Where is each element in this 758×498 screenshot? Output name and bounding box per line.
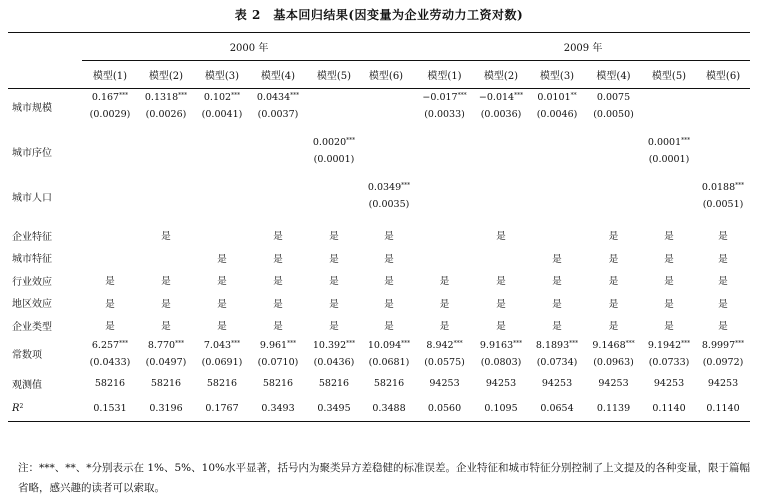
coef-cell bbox=[194, 89, 250, 107]
indicator-cell: 是 bbox=[664, 253, 674, 265]
constant-coef-row bbox=[8, 337, 750, 354]
obs-cell: 94253 bbox=[485, 377, 517, 389]
se-cell: (0.0734) bbox=[536, 356, 578, 368]
se-cell bbox=[250, 151, 306, 168]
row-label: 城市规模 bbox=[8, 89, 82, 124]
row-label: 企业类型 bbox=[12, 321, 52, 333]
significance-stars: *** bbox=[681, 339, 691, 347]
r2-cell: 0.1140 bbox=[696, 396, 750, 422]
model-header: 模型(3) bbox=[194, 61, 250, 89]
indicator-cell: 是 bbox=[496, 231, 506, 243]
indicator-cell: 是 bbox=[608, 298, 619, 310]
r-squared-label: R bbox=[12, 402, 20, 414]
indicator-cell: 是 bbox=[496, 321, 506, 333]
coef-value: 8.770 bbox=[147, 339, 176, 351]
corner-cell bbox=[8, 61, 82, 89]
coef-cell bbox=[194, 179, 250, 196]
row-label bbox=[8, 396, 82, 422]
indicator-cell bbox=[194, 224, 250, 247]
indicator-cell: 是 bbox=[329, 298, 339, 310]
indicator-cell: 是 bbox=[105, 298, 115, 310]
indicator-cell bbox=[82, 224, 138, 247]
indicator-cell: 是 bbox=[161, 231, 171, 243]
coef-cell bbox=[138, 134, 194, 151]
se-cell: (0.0433) bbox=[89, 356, 131, 368]
indicator-cell: 是 bbox=[384, 253, 394, 265]
coef-cell bbox=[642, 179, 696, 196]
indicator-cell: 是 bbox=[217, 298, 227, 310]
year-header-row bbox=[8, 33, 750, 61]
year-header: 2000 年 bbox=[82, 33, 416, 61]
indicator-cell bbox=[138, 247, 194, 270]
significance-stars: *** bbox=[513, 339, 523, 347]
significance-stars: *** bbox=[287, 339, 297, 347]
model-header: 模型(6) bbox=[696, 61, 750, 89]
indicator-cell bbox=[529, 224, 585, 247]
model-header: 模型(4) bbox=[250, 61, 306, 89]
r-squared-superscript: 2 bbox=[19, 402, 24, 410]
model-header: 模型(6) bbox=[362, 61, 416, 89]
indicator-cell: 是 bbox=[273, 298, 283, 310]
indicator-cell: 是 bbox=[552, 298, 562, 310]
se-cell bbox=[194, 196, 250, 213]
model-header: 模型(5) bbox=[642, 61, 696, 89]
r2-cell: 0.1140 bbox=[642, 396, 696, 422]
indicator-cell bbox=[416, 247, 473, 270]
coef-cell bbox=[473, 89, 529, 107]
significance-stars: *** bbox=[175, 339, 185, 347]
coef-cell bbox=[642, 337, 696, 354]
coef-value: 0.0101 bbox=[537, 92, 571, 103]
coef-cell bbox=[82, 337, 138, 354]
model-header: 模型(2) bbox=[138, 61, 194, 89]
indicator-cell: 是 bbox=[384, 231, 394, 243]
indicator-cell: 是 bbox=[608, 321, 619, 333]
spacer-row bbox=[8, 213, 750, 224]
se-cell bbox=[250, 196, 306, 213]
indicator-cell: 是 bbox=[552, 321, 562, 333]
significance-stars: *** bbox=[231, 92, 241, 99]
se-cell bbox=[416, 151, 473, 168]
coef-cell bbox=[362, 134, 416, 151]
significance-stars: *** bbox=[453, 339, 463, 347]
city_scale-se-row bbox=[8, 106, 750, 123]
indicator-cell: 是 bbox=[329, 231, 339, 243]
coef-cell bbox=[306, 179, 362, 196]
model-header: 模型(5) bbox=[306, 61, 362, 89]
se-cell: (0.0046) bbox=[536, 109, 578, 120]
coef-cell bbox=[529, 89, 585, 107]
indicator-cell bbox=[82, 247, 138, 270]
observations-row bbox=[8, 371, 750, 396]
model-header-row bbox=[8, 61, 750, 89]
coef-value: 0.0001 bbox=[647, 137, 682, 148]
coef-cell bbox=[416, 134, 473, 151]
coef-value: 6.257 bbox=[91, 339, 120, 351]
coef-cell bbox=[138, 179, 194, 196]
indicator-cell: 是 bbox=[161, 276, 171, 288]
se-cell bbox=[416, 196, 473, 213]
indicator-cell: 是 bbox=[664, 321, 674, 333]
se-cell: (0.0035) bbox=[368, 199, 410, 210]
coef-cell bbox=[642, 89, 696, 107]
se-cell: (0.0050) bbox=[593, 109, 634, 120]
spacer-row bbox=[8, 168, 750, 179]
r2-cell: 0.0654 bbox=[529, 396, 585, 422]
year-header: 2009 年 bbox=[416, 33, 750, 61]
significance-stars: *** bbox=[735, 339, 745, 347]
se-cell: (0.0033) bbox=[424, 109, 465, 120]
significance-stars: *** bbox=[346, 137, 356, 144]
coef-value: 0.0188 bbox=[701, 182, 736, 193]
indicator-cell: 是 bbox=[217, 276, 227, 288]
coef-cell bbox=[529, 134, 585, 151]
se-cell: (0.0037) bbox=[257, 109, 299, 120]
coef-cell bbox=[416, 337, 473, 354]
row-label: 城市序位 bbox=[12, 147, 52, 159]
spacer-cell bbox=[8, 168, 750, 179]
model-header: 模型(2) bbox=[473, 61, 529, 89]
row-label: 城市人口 bbox=[12, 192, 52, 204]
indicator-cell: 是 bbox=[329, 321, 339, 333]
spacer-cell bbox=[8, 123, 750, 134]
se-cell: (0.0963) bbox=[593, 356, 634, 368]
indicator-cell: 是 bbox=[273, 253, 283, 265]
obs-cell: 94253 bbox=[429, 377, 460, 389]
indicator-cell bbox=[416, 224, 473, 247]
obs-cell: 94253 bbox=[541, 377, 573, 389]
se-cell bbox=[585, 196, 642, 213]
city_scale-coef-row bbox=[8, 89, 750, 107]
obs-cell: 58216 bbox=[206, 377, 238, 389]
indicator-cell: 是 bbox=[329, 276, 339, 288]
city_pop-coef-row bbox=[8, 179, 750, 196]
regression-table bbox=[8, 32, 750, 422]
indicator-cell: 是 bbox=[439, 298, 450, 310]
se-cell: (0.0681) bbox=[368, 356, 410, 368]
coef-value: 9.961 bbox=[259, 339, 288, 351]
r2-cell: 0.1139 bbox=[585, 396, 642, 422]
coef-cell bbox=[416, 89, 473, 107]
coef-value: 9.9163 bbox=[479, 339, 514, 351]
row-label: 城市特征 bbox=[12, 254, 52, 266]
indicator-cell: 是 bbox=[552, 276, 562, 288]
indicator-cell: 是 bbox=[105, 276, 115, 288]
indicator-cell: 是 bbox=[384, 321, 394, 333]
coef-value: 0.0075 bbox=[596, 92, 631, 103]
coef-cell bbox=[416, 179, 473, 196]
se-cell: (0.0733) bbox=[648, 356, 690, 368]
coef-cell bbox=[194, 337, 250, 354]
se-cell bbox=[82, 151, 138, 168]
indicator-row bbox=[8, 224, 750, 247]
r2-cell: 0.3495 bbox=[306, 396, 362, 422]
r2-cell: 0.1531 bbox=[82, 396, 138, 422]
significance-stars: *** bbox=[457, 92, 467, 99]
r2-cell: 0.3196 bbox=[138, 396, 194, 422]
coef-cell bbox=[696, 134, 750, 151]
model-header: 模型(3) bbox=[529, 61, 585, 89]
se-cell: (0.0041) bbox=[201, 109, 243, 120]
se-cell bbox=[529, 196, 585, 213]
coef-value: 9.1942 bbox=[647, 339, 682, 351]
obs-cell: 58216 bbox=[150, 377, 182, 389]
significance-stars: ** bbox=[570, 92, 577, 99]
se-cell: (0.0691) bbox=[201, 356, 243, 368]
se-cell bbox=[82, 196, 138, 213]
row-label: 地区效应 bbox=[12, 299, 52, 311]
significance-stars: *** bbox=[735, 182, 745, 189]
obs-cell: 94253 bbox=[707, 377, 739, 389]
spacer-cell bbox=[8, 213, 750, 224]
coef-cell bbox=[529, 337, 585, 354]
se-cell bbox=[696, 151, 750, 168]
indicator-cell bbox=[473, 247, 529, 270]
significance-stars: *** bbox=[625, 339, 635, 347]
indicator-cell: 是 bbox=[439, 321, 450, 333]
se-cell: (0.0497) bbox=[145, 356, 187, 368]
indicator-cell: 是 bbox=[161, 321, 171, 333]
row-label: 行业效应 bbox=[12, 276, 52, 288]
significance-stars: *** bbox=[569, 339, 579, 347]
indicator-cell: 是 bbox=[664, 231, 674, 243]
se-cell: (0.0803) bbox=[480, 356, 522, 368]
se-cell: (0.0036) bbox=[480, 109, 522, 120]
se-cell bbox=[194, 151, 250, 168]
coef-value: 10.392 bbox=[312, 339, 347, 351]
significance-stars: *** bbox=[178, 92, 188, 99]
r2-cell: 0.1767 bbox=[194, 396, 250, 422]
se-cell bbox=[642, 106, 696, 123]
se-cell: (0.0026) bbox=[145, 109, 187, 120]
se-cell bbox=[138, 151, 194, 168]
se-cell: (0.0029) bbox=[89, 109, 131, 120]
significance-stars: *** bbox=[681, 137, 691, 144]
indicator-cell: 是 bbox=[496, 298, 506, 310]
coef-cell bbox=[306, 337, 362, 354]
coef-value: 0.0020 bbox=[312, 137, 347, 148]
obs-cell: 58216 bbox=[373, 377, 405, 389]
obs-cell: 58216 bbox=[94, 377, 126, 389]
indicator-row bbox=[8, 314, 750, 337]
coef-cell bbox=[585, 134, 642, 151]
indicator-cell: 是 bbox=[273, 276, 283, 288]
spacer-row bbox=[8, 123, 750, 134]
se-cell: (0.0051) bbox=[702, 199, 744, 210]
city_pop-se-row bbox=[8, 196, 750, 213]
indicator-cell: 是 bbox=[718, 253, 728, 265]
model-header: 模型(1) bbox=[82, 61, 138, 89]
significance-stars: *** bbox=[119, 92, 129, 99]
coef-value: 0.167 bbox=[91, 92, 120, 103]
significance-stars: *** bbox=[401, 339, 411, 347]
coef-cell bbox=[194, 134, 250, 151]
model-header: 模型(4) bbox=[585, 61, 642, 89]
indicator-cell: 是 bbox=[608, 276, 619, 288]
r2-cell: 0.3488 bbox=[362, 396, 416, 422]
indicator-row bbox=[8, 269, 750, 292]
significance-stars: *** bbox=[401, 182, 411, 189]
coef-cell bbox=[473, 134, 529, 151]
se-cell bbox=[473, 196, 529, 213]
coef-value: 8.942 bbox=[426, 339, 454, 351]
coef-value: 7.043 bbox=[203, 339, 232, 351]
coef-value: 9.1468 bbox=[592, 339, 626, 351]
se-cell: (0.0575) bbox=[424, 356, 465, 368]
indicator-cell: 是 bbox=[384, 276, 394, 288]
coef-value: 8.9997 bbox=[701, 339, 736, 351]
coef-value: −0.014 bbox=[478, 92, 515, 103]
obs-cell: 58216 bbox=[318, 377, 350, 389]
coef-cell bbox=[250, 89, 306, 107]
coef-cell bbox=[362, 89, 416, 107]
se-cell: (0.0001) bbox=[313, 154, 355, 165]
table-title: 表 2 基本回归结果(因变量为企业劳动力工资对数) bbox=[234, 8, 524, 22]
coef-value: 0.1318 bbox=[144, 92, 179, 103]
obs-cell: 94253 bbox=[598, 377, 629, 389]
se-cell bbox=[138, 196, 194, 213]
coef-value: 0.0434 bbox=[256, 92, 291, 103]
indicator-cell: 是 bbox=[718, 321, 728, 333]
coef-cell bbox=[696, 89, 750, 107]
coef-cell bbox=[82, 134, 138, 151]
indicator-cell: 是 bbox=[329, 253, 339, 265]
coef-value: 0.0349 bbox=[367, 182, 402, 193]
indicator-cell: 是 bbox=[105, 321, 115, 333]
coef-cell bbox=[138, 337, 194, 354]
coef-cell bbox=[250, 179, 306, 196]
indicator-cell: 是 bbox=[273, 231, 283, 243]
se-cell bbox=[362, 151, 416, 168]
constant-se-row bbox=[8, 354, 750, 371]
indicator-cell: 是 bbox=[273, 321, 283, 333]
row-label: 常数项 bbox=[12, 350, 42, 361]
indicator-cell: 是 bbox=[384, 298, 394, 310]
se-cell bbox=[473, 151, 529, 168]
row-label: 观测值 bbox=[12, 379, 42, 391]
indicator-cell: 是 bbox=[217, 253, 227, 265]
indicator-row bbox=[8, 247, 750, 270]
r-squared-row bbox=[8, 396, 750, 422]
coef-cell bbox=[585, 179, 642, 196]
indicator-cell: 是 bbox=[496, 276, 506, 288]
coef-cell bbox=[306, 89, 362, 107]
se-cell: (0.0710) bbox=[257, 356, 299, 368]
obs-cell: 94253 bbox=[653, 377, 685, 389]
coef-cell bbox=[306, 134, 362, 151]
indicator-cell: 是 bbox=[608, 231, 619, 243]
r2-cell: 0.3493 bbox=[250, 396, 306, 422]
coef-cell bbox=[250, 337, 306, 354]
city_rank-se-row bbox=[8, 151, 750, 168]
se-cell: (0.0972) bbox=[702, 356, 744, 368]
coef-cell bbox=[82, 89, 138, 107]
coef-cell bbox=[82, 179, 138, 196]
r2-cell: 0.0560 bbox=[416, 396, 473, 422]
table-note: 注：***、**、*分别表示在 1%、5%、10%水平显著，括号内为聚类异方差稳健的标准误差。企业特征和城市特征分别控制了上文提及的各种变量，限于篇幅省略，感兴趣的读者可以索取。 bbox=[18, 462, 750, 494]
coef-cell bbox=[362, 179, 416, 196]
r2-cell: 0.1095 bbox=[473, 396, 529, 422]
coef-cell bbox=[696, 337, 750, 354]
coef-cell bbox=[362, 337, 416, 354]
model-header: 模型(1) bbox=[416, 61, 473, 89]
indicator-cell: 是 bbox=[664, 298, 674, 310]
coef-cell bbox=[585, 337, 642, 354]
coef-value: 10.094 bbox=[367, 339, 402, 351]
se-cell: (0.0436) bbox=[313, 356, 355, 368]
obs-cell: 58216 bbox=[262, 377, 294, 389]
row-label: 企业特征 bbox=[12, 231, 52, 243]
se-cell bbox=[642, 196, 696, 213]
indicator-cell: 是 bbox=[718, 298, 728, 310]
se-cell bbox=[306, 106, 362, 123]
significance-stars: *** bbox=[119, 339, 129, 347]
coef-cell bbox=[585, 89, 642, 107]
se-cell bbox=[696, 106, 750, 123]
coef-value: −0.017 bbox=[422, 92, 458, 103]
coef-cell bbox=[473, 179, 529, 196]
coef-cell bbox=[250, 134, 306, 151]
indicator-cell: 是 bbox=[161, 298, 171, 310]
coef-cell bbox=[138, 89, 194, 107]
coef-cell bbox=[473, 337, 529, 354]
coef-cell bbox=[696, 179, 750, 196]
coef-value: 8.1893 bbox=[535, 339, 570, 351]
se-cell: (0.0001) bbox=[648, 154, 690, 165]
indicator-cell: 是 bbox=[608, 253, 619, 265]
se-cell bbox=[529, 151, 585, 168]
indicator-cell: 是 bbox=[439, 276, 450, 288]
coef-value: 0.102 bbox=[203, 92, 232, 103]
city_rank-coef-row bbox=[8, 134, 750, 151]
se-cell bbox=[362, 106, 416, 123]
coef-cell bbox=[642, 134, 696, 151]
indicator-cell: 是 bbox=[664, 276, 674, 288]
significance-stars: *** bbox=[514, 92, 524, 99]
corner-cell bbox=[8, 33, 82, 61]
indicator-cell: 是 bbox=[217, 321, 227, 333]
indicator-cell: 是 bbox=[552, 253, 562, 265]
indicator-cell: 是 bbox=[718, 276, 728, 288]
significance-stars: *** bbox=[346, 339, 356, 347]
indicator-cell: 是 bbox=[718, 231, 728, 243]
coef-cell bbox=[529, 179, 585, 196]
indicator-row bbox=[8, 292, 750, 315]
significance-stars: *** bbox=[231, 339, 241, 347]
significance-stars: *** bbox=[290, 92, 300, 99]
se-cell bbox=[306, 196, 362, 213]
se-cell bbox=[585, 151, 642, 168]
